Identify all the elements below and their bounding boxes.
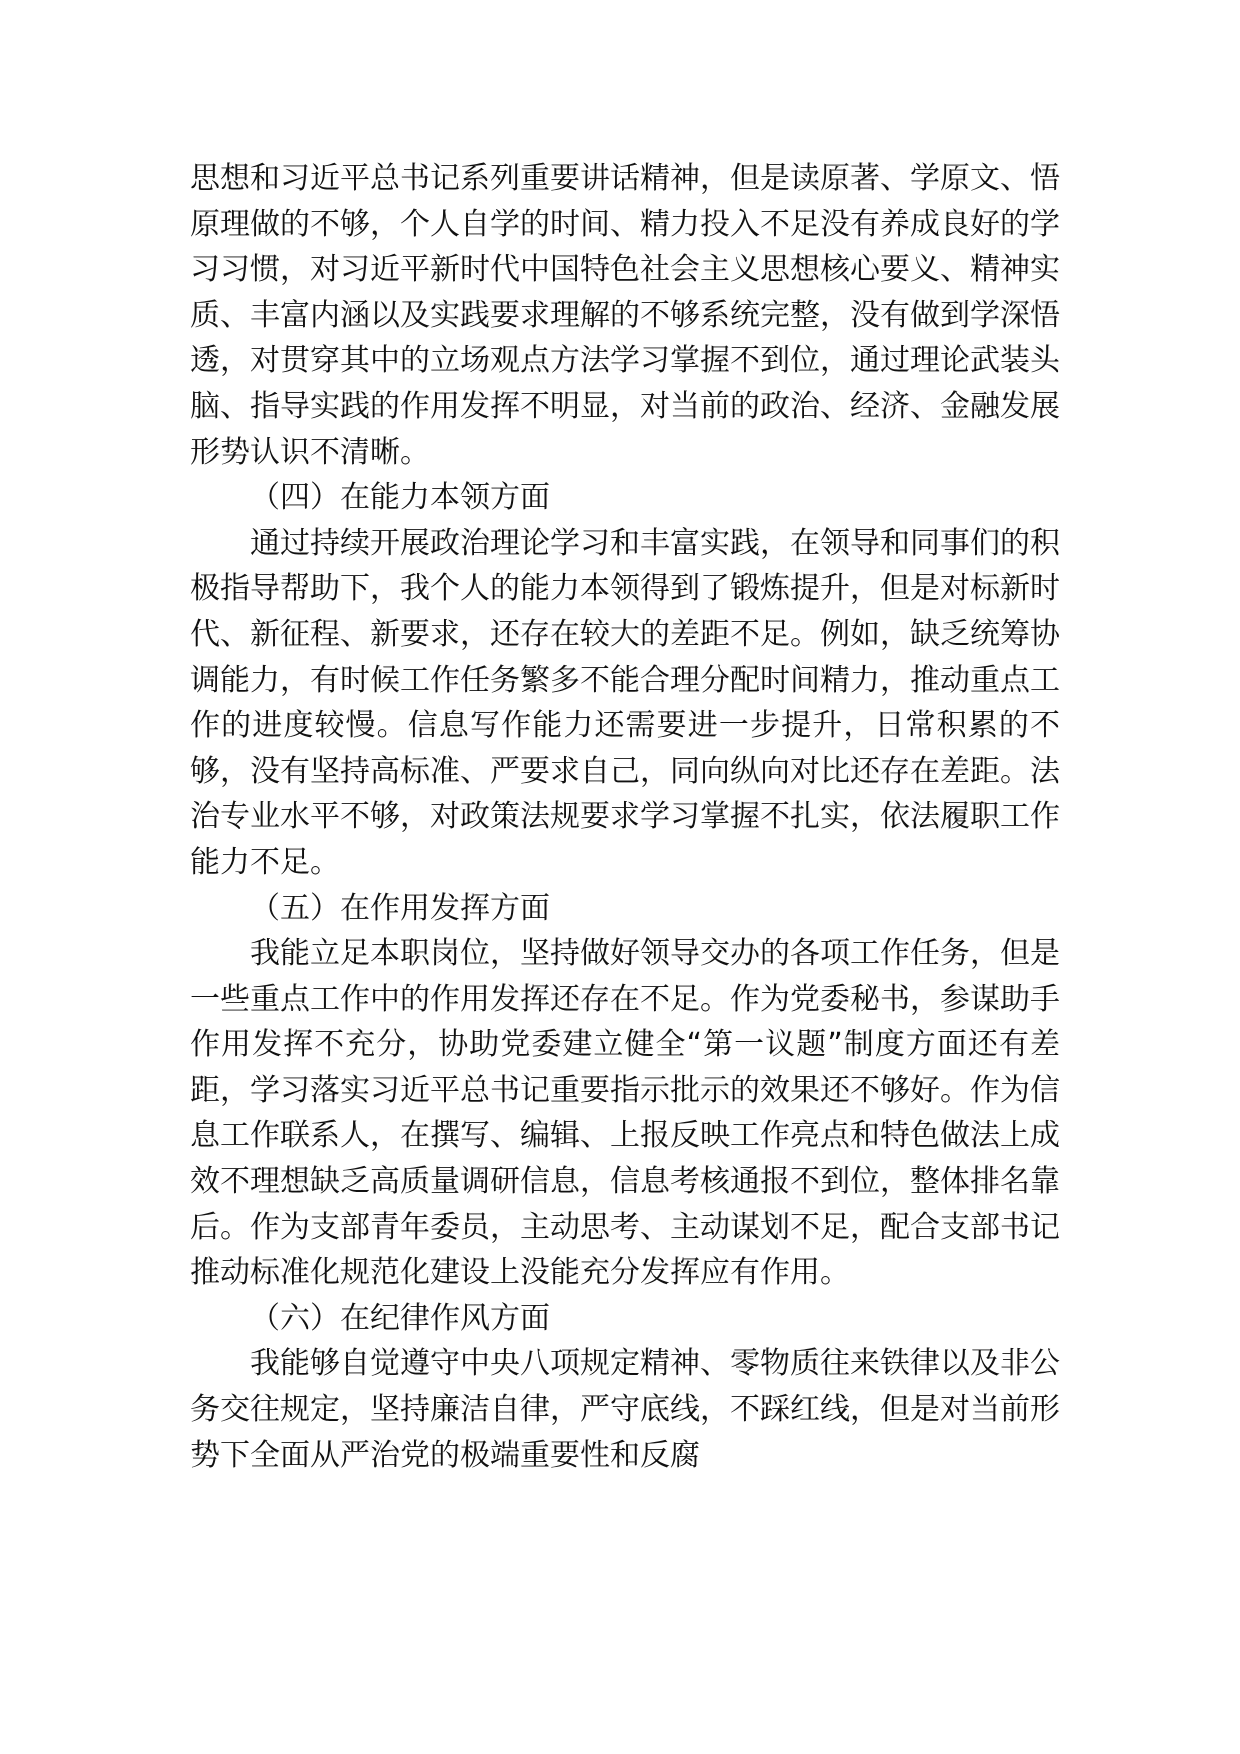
paragraph-discipline: 我能够自觉遵守中央八项规定精神、零物质往来铁律以及非公务交往规定，坚持廉洁自律，严守底线，不踩红线，但是对当前形势下全面从严治党的极端重要性和反腐 [190, 1346, 1060, 1473]
section-heading-role: （五）在作用发挥方面 [250, 890, 550, 926]
paragraph-role: 我能立足本职岗位，坚持做好领导交办的各项工作任务，但是一些重点工作中的作用发挥还存在不足。作为党委秘书，参谋助手作用发挥不充分，协助党委建立健全“第一议题”制度方面还有差距，学习落实习近平总书记重要指示批示的效果还不够好。作为信息工作联系人，在撰写、编辑、上报反映工作亮点和特色做法上成效不理想缺乏高质量调研信息，信息考核通报不到位，整体排名靠后。作为支部青年委员，主动思考、主动谋划不足，配合支部书记推动标准化规范化建设上没能充分发挥应有作用。 [190, 936, 1060, 1291]
paragraph-capability: 通过持续开展政治理论学习和丰富实践，在领导和同事们的积极指导帮助下，我个人的能力本领得到了锻炼提升，但是对标新时代、新征程、新要求，还存在较大的差距不足。例如，缺乏统筹协调能力，有时候工作任务繁多不能合理分配时间精力，推动重点工作的进度较慢。信息写作能力还需要进一步提升，日常积累的不够，没有坚持高标准、严要求自己，同向纵向对比还存在差距。法治专业水平不够，对政策法规要求学习掌握不扎实，依法履职工作能力不足。 [190, 525, 1060, 880]
document-page [190, 156, 1060, 1478]
section-heading-capability: （四）在能力本领方面 [250, 480, 550, 516]
section-heading-discipline: （六）在纪律作风方面 [250, 1300, 550, 1336]
paragraph-continued: 思想和习近平总书记系列重要讲话精神，但是读原著、学原文、悟原理做的不够，个人自学的时间、精力投入不足没有养成良好的学习习惯，对习近平新时代中国特色社会主义思想核心要义、精神实质、丰富内涵以及实践要求理解的不够系统完整，没有做到学深悟透，对贯穿其中的立场观点方法学习掌握不到位，通过理论武装头脑、指导实践的作用发挥不明显，对当前的政治、经济、金融发展形势认识不清晰。 [190, 161, 1060, 470]
